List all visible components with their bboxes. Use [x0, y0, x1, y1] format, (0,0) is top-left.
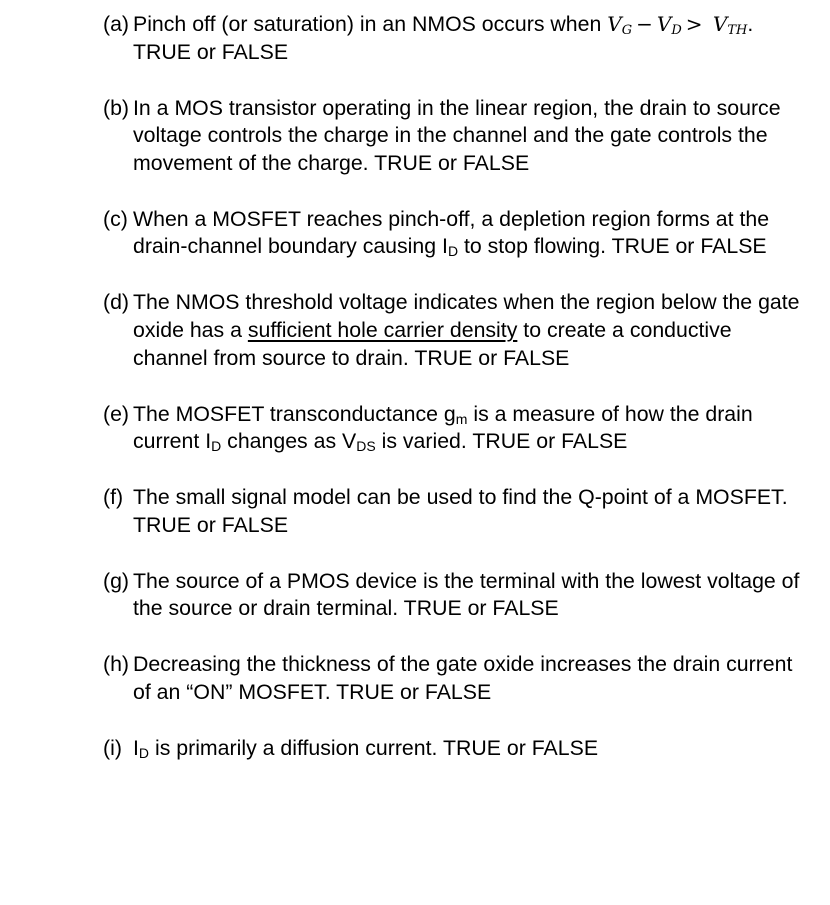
- question-h: [103, 651, 803, 706]
- question-text: $I_D$ is primarily a diffusion current. TRUE or FALSE: [133, 735, 599, 761]
- question-text: Pinch off (or saturation) in an NMOS occurs when $V_G - V_D > V_{TH}$. TRUE or FALSE: [133, 12, 754, 64]
- question-label: (a): [103, 12, 130, 36]
- math-expression: $V_G - V_D > V_{TH}$: [607, 12, 748, 38]
- question-e: [103, 401, 803, 456]
- question-f: [103, 484, 803, 539]
- question-label: (b): [103, 95, 130, 120]
- question-text: The MOSFET transconductance $g_m$ is a measure of how the drain current $I_D$ changes as $V_{DS}$ is varied. TRUE or FALSE: [133, 401, 753, 455]
- question-label: (e): [103, 401, 130, 426]
- question-text: In a MOS transistor operating in the linear region, the drain to source voltage controls the charge in the channel and the gate controls the movement of the charge. TRUE or FALSE: [133, 95, 781, 175]
- question-text: The small signal model can be used to find the Q-point of a MOSFET. TRUE or FALSE: [133, 485, 788, 537]
- question-label: (d): [103, 290, 130, 315]
- question-label: (f): [103, 485, 124, 510]
- question-label: (i): [103, 735, 122, 760]
- question-text: The source of a PMOS device is the terminal with the lowest voltage of the source or drain terminal. TRUE or FALSE: [133, 568, 800, 621]
- question-text: When a MOSFET reaches pinch-off, a depletion region forms at the drain-channel boundary causing $I_D$ to stop flowing. TRUE or FALSE: [133, 206, 770, 260]
- question-text: The NMOS threshold voltage indicates when the region below the gate oxide has a sufficient hole carrier density to create a conductive channel from source to drain. TRUE or FALSE: [133, 290, 800, 370]
- question-list: [103, 11, 803, 791]
- question-i: [103, 735, 803, 763]
- question-a: [103, 11, 803, 66]
- question-label: (h): [103, 652, 130, 677]
- question-label: (g): [103, 568, 130, 593]
- question-c: [103, 206, 803, 261]
- question-b: [103, 95, 803, 178]
- question-label: (c): [103, 206, 128, 231]
- question-d: [103, 289, 803, 372]
- question-text: Decreasing the thickness of the gate oxide increases the drain current of an “ON” MOSFET. TRUE or FALSE: [133, 652, 793, 704]
- question-g: [103, 568, 803, 623]
- underlined-phrase: sufficient hole carrier density: [247, 317, 518, 342]
